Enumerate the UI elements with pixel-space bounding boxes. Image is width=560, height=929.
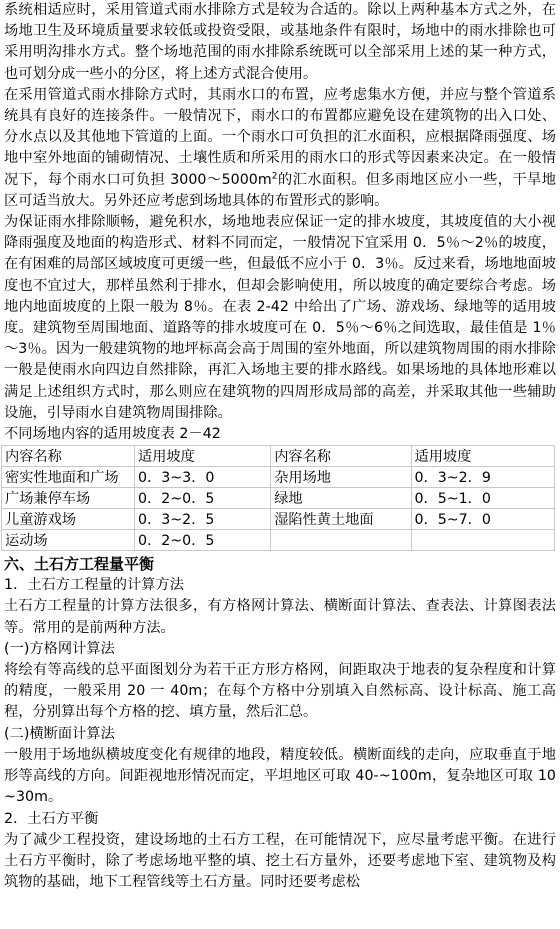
table-cell: 0．5~7．0 — [411, 509, 554, 530]
slope-table — [1, 445, 555, 551]
paragraph-drainage-methods: 系统相适应时，采用管道式雨水排除方式是较为合适的。除以上两种基本方式之外，在场地卫生及环境质量要求较低或投资受限，或基地条件有限时，场地中的雨水排除也可采用明沟排水方式。整个场地范围的雨水排除系统既可以全部采用上述的某一种方式，也可划分成一些小的分区，将上述方式混合使用。 — [4, 2, 556, 82]
paragraph-rain-inlet-tail: 的汇水面积。但多雨地区应小一些，干旱地区可适当放大。另外还应考虑到场地具体的布置形式的影响。 — [4, 171, 556, 209]
paragraph-cross-section-method: 一般用于场地纵横坡度变化有规律的地段，精度较低。横断面线的走向，应取垂直于地形等高线的方向。间距视地形情况而定，平坦地区可取 40-~100m，复杂地区可取 10~30m。 — [4, 746, 556, 806]
table-cell: 0．5~1．0 — [411, 488, 554, 509]
table-cell: 绿地 — [271, 488, 411, 509]
subsection-title: 1．土石方工程量的计算方法 — [4, 577, 184, 594]
table-cell: 0．2~0．5 — [135, 488, 271, 509]
table-cell: 0．3~2．9 — [411, 467, 554, 488]
table-header-row — [2, 446, 555, 467]
superscript-2: 2 — [271, 170, 278, 181]
paragraph-rain-inlet — [4, 85, 556, 212]
table-cell: 杂用场地 — [271, 467, 411, 488]
table-cell: 广场兼停车场 — [2, 488, 135, 509]
paragraph-grid-method: 将绘有等高线的总平面图划分为若干正方形方格网，间距取决于地表的复杂程度和计算的精度，一般采用 20 一 40m；在每个方格中分别填入自然标高、设计标高、施工高程，分别算出每个方格的挖、填方量，然后汇总。 — [4, 662, 556, 721]
table-cell — [271, 530, 411, 551]
method-title-cross-section: (二)横断面计算法 — [4, 725, 115, 742]
table-cell — [411, 530, 554, 551]
method-title-grid: (一)方格网计算法 — [4, 640, 115, 657]
table-cell: 儿童游戏场 — [2, 509, 135, 530]
table-row — [2, 467, 555, 488]
table-header-cell: 内容名称 — [2, 446, 135, 467]
subsection-title: 2．土石方平衡 — [4, 810, 99, 827]
table-row — [2, 488, 555, 509]
table-cell: 0．3~2．5 — [135, 509, 271, 530]
table-cell: 湿陷性黄土地面 — [271, 509, 411, 530]
section-title: 六、土石方工程量平衡 — [4, 555, 155, 574]
table-caption: 不同场地内容的适用坡度表 2－42 — [4, 426, 221, 443]
table-header-cell: 适用坡度 — [411, 446, 554, 467]
table-cell: 运动场 — [2, 530, 135, 551]
table-cell: 密实性地面和广场 — [2, 467, 135, 488]
paragraph-rain-inlet-text: 在采用管道式雨水排除方式时，其雨水口的布置，应考虑集水方便，并应与整个管道系统具有良好的连接条件。一般情况下，雨水口的布置都应避免设在建筑物的出入口处、分水点以及其他地下管道的上面。一个雨水口可负担的汇水面积，应根据降雨强度、场地中室外地面的铺砌情况、土壤性质和所采用的雨水口的形式等因素来决定。在一般情况下，每个雨水口可负担 3000～5000m — [4, 86, 556, 188]
paragraph-calc-methods: 土石方工程量的计算方法很多，有方格网计算法、横断面计算法、查表法、计算图表法等。常用的是前两种方法。 — [4, 598, 556, 636]
table-row — [2, 530, 555, 551]
paragraph-drainage-slope: 为保证雨水排除顺畅，避免积水，场地地表应保证一定的排水坡度，其坡度值的大小视降雨强度及地面的构造形式、材料不同而定，一般情况下宜采用 0．5％～2％的坡度，在有困难的局部区域坡度可更缓一些，但最低不应小于 0．3％。反过来看，场地地面坡度也不宜过大，那样虽然利于排水，但却会影响使用，所以坡度的确定要综合考虑。场地内地面坡度的上限一般为 8％。在表 2-42 中给出了广场、游戏场、绿地等的适用坡度。建筑物至周围地面、道路等的排水坡度可在 0．5％～6％之间选取，最佳值是 1％～3％。因为一般建筑物的地坪标高会高于周围的室外地面，所以建筑物周围的雨水排除一般是使雨水向四边自然排除，再汇入场地主要的排水路线。如果场地的具体地形难以满足上述组织方式时，那么则应在建筑物的四周形成局部的高差，并采取其他一些辅助设施，引导雨水自建筑物周围排除。 — [4, 214, 556, 421]
table-header-cell: 内容名称 — [271, 446, 411, 467]
table-row — [2, 509, 555, 530]
paragraph-earthwork-balance: 为了减少工程投资，建设场地的土石方工程，在可能情况下，应尽量考虑平衡。在进行土石方平衡时，除了考虑场地平整的填、挖土石方量外，还要考虑地下室、建筑物及构筑物的基础，地下工程管线等土石方量。同时还要考虑松 — [4, 831, 556, 891]
table-cell: 0．3~3．0 — [135, 467, 271, 488]
table-cell: 0．2~0．5 — [135, 530, 271, 551]
table-header-cell: 适用坡度 — [135, 446, 271, 467]
document-page — [4, 0, 556, 893]
